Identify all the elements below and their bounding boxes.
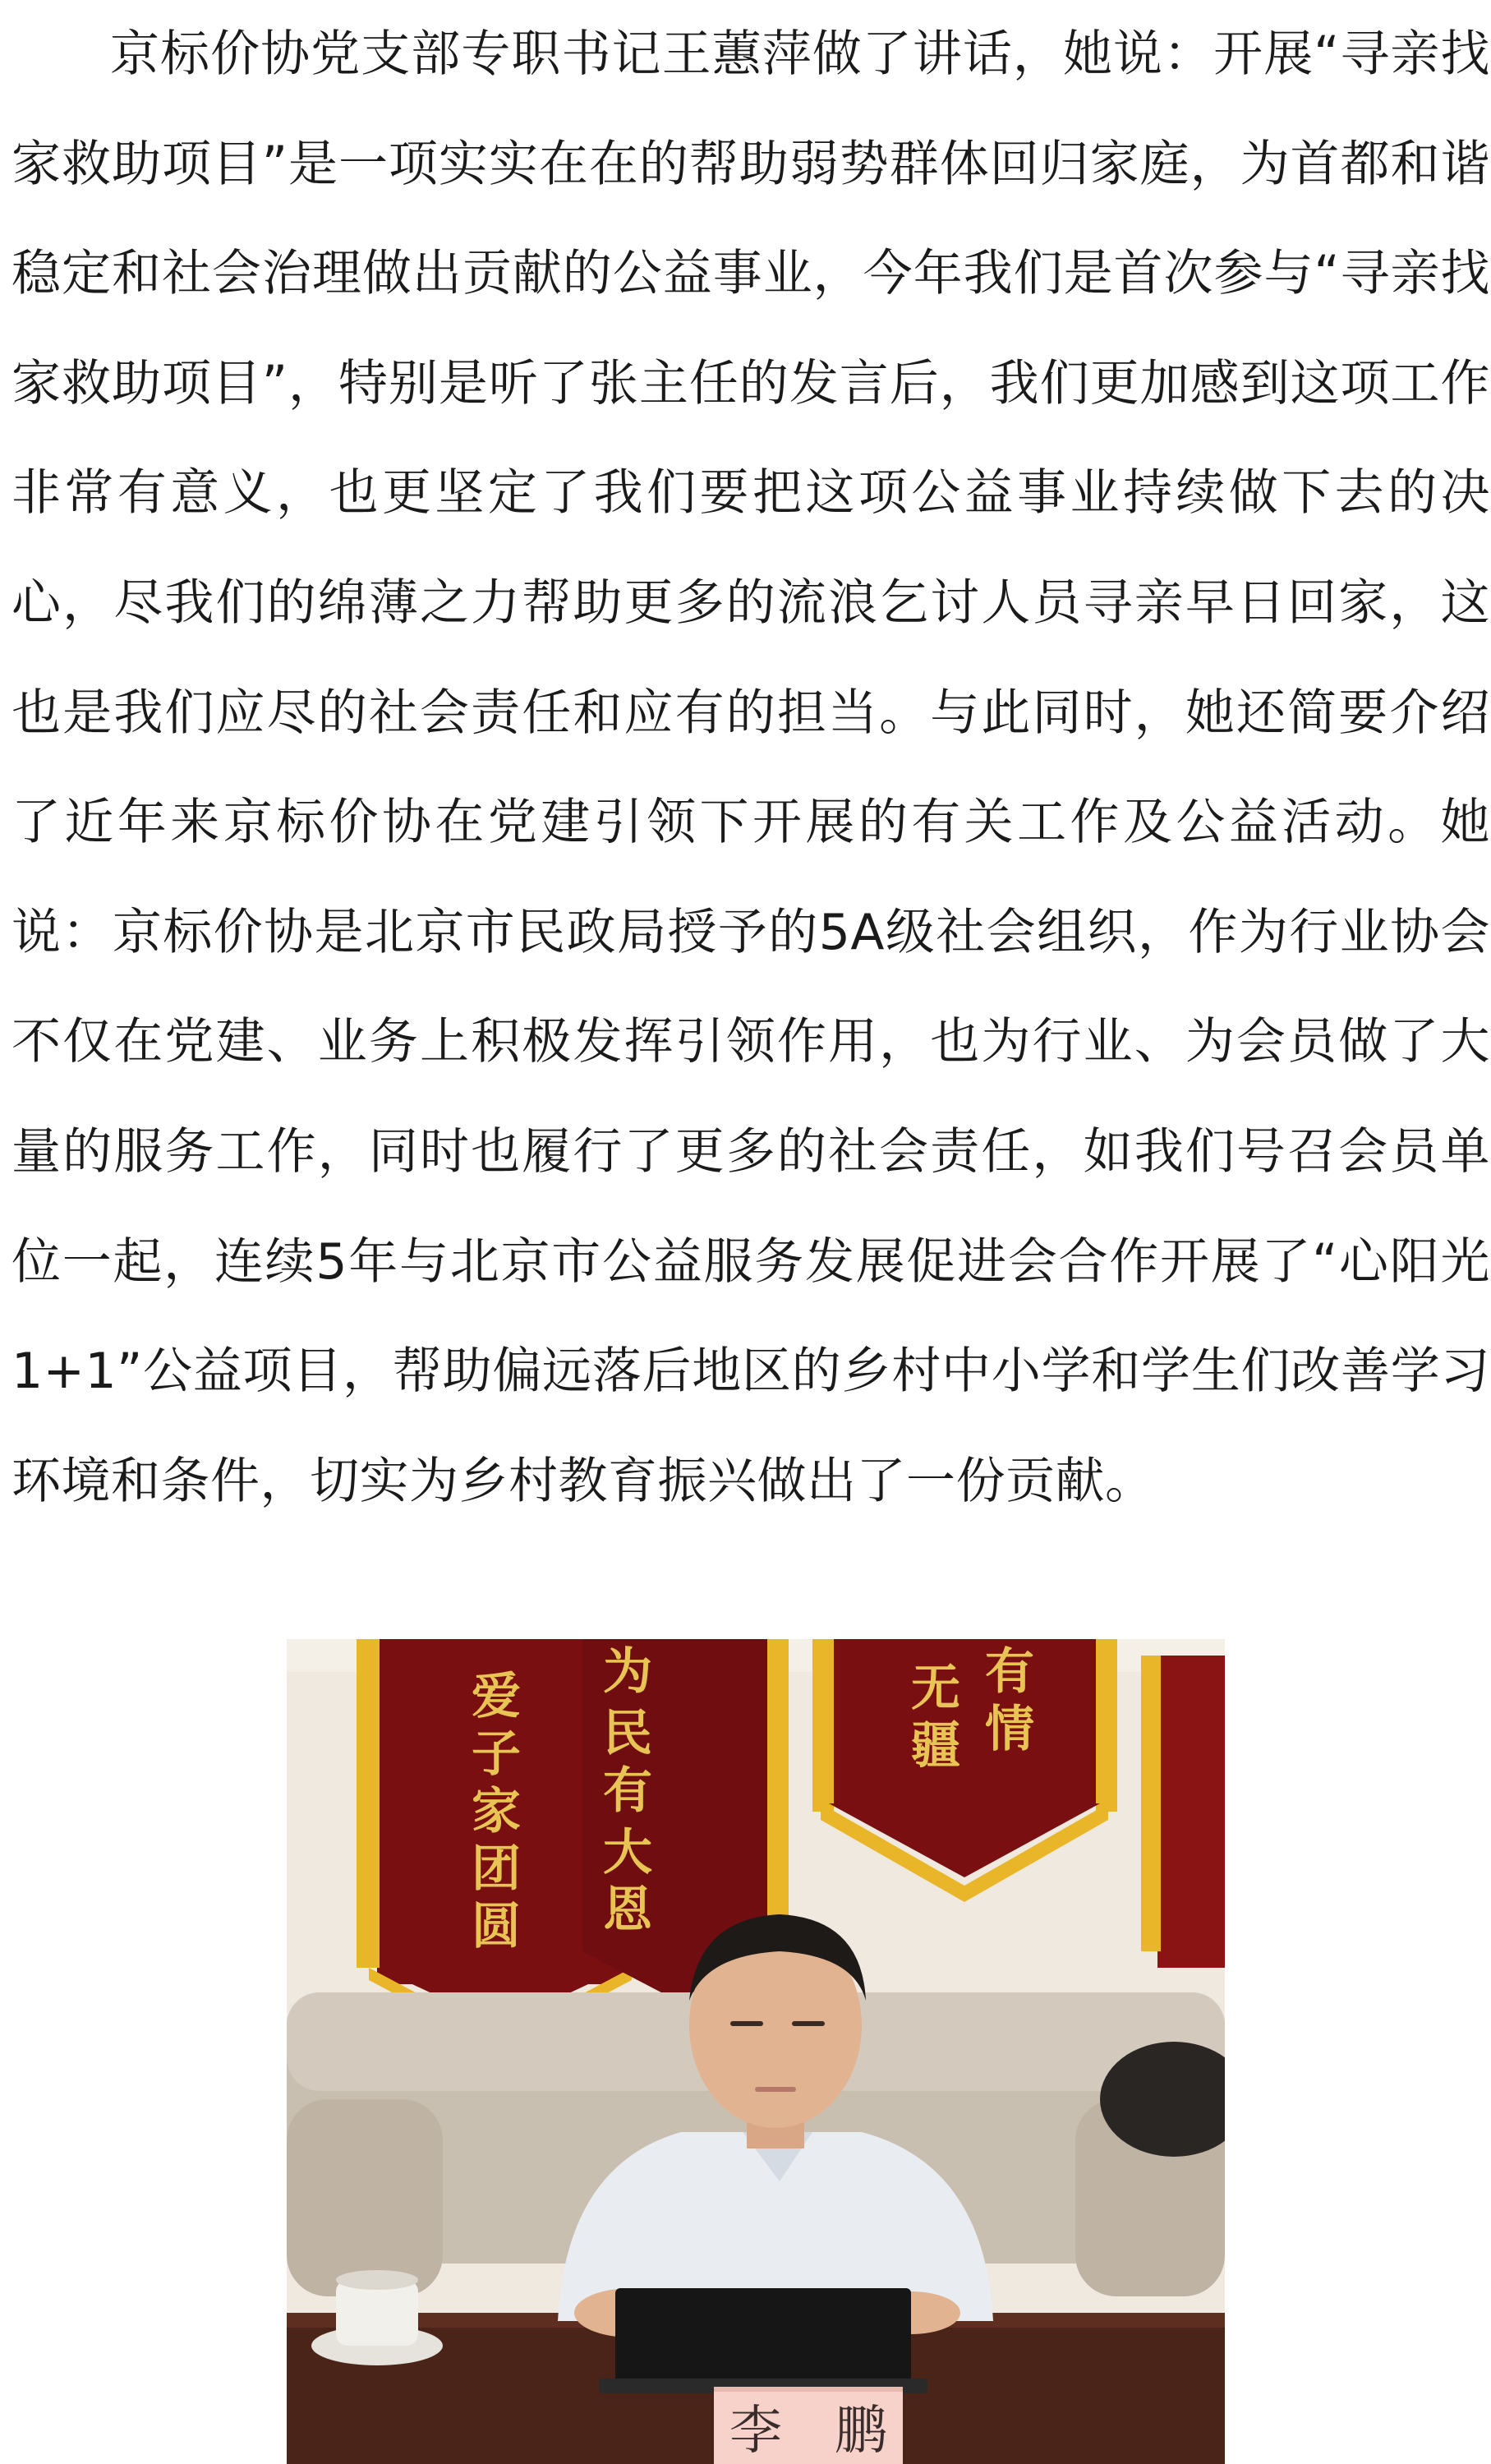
nameplate [714, 2387, 903, 2464]
laptop [599, 2288, 927, 2393]
banner-center-char: 为 [603, 1643, 652, 1701]
banner-center-char: 大 [603, 1824, 652, 1881]
banner-center-char: 民 [603, 1705, 652, 1762]
banner-center-char: 恩 [603, 1881, 652, 1939]
banner-left-char: 圆 [472, 1898, 521, 1955]
banner-left-char: 子 [472, 1725, 521, 1783]
meeting-photo [287, 1639, 1225, 2464]
banner-left-char: 家 [472, 1783, 521, 1840]
banner-right-char: 无 [911, 1660, 960, 1717]
nameplate-text: 李 鹏 [729, 2401, 887, 2462]
banner-left-char: 团 [472, 1840, 521, 1898]
banner-right-char: 疆 [911, 1717, 960, 1775]
banner-right-char: 情 [985, 1701, 1034, 1758]
banner-left-char: 爱 [472, 1668, 521, 1725]
banner-center-char: 有 [603, 1762, 652, 1820]
article-paragraph: 京标价协党支部专职书记王蕙萍做了讲话，她说：开展“寻亲找家救助项目”是一项实实在在的帮助弱势群体回归家庭，为首都和谐稳定和社会治理做出贡献的公益事业，今年我们是首次参与“寻亲找家救助项目”，特别是听了张主任的发言后，我们更加感到这项工作非常有意义，也更坚定了我们要把这项公益事业持续做下去的决心，尽我们的绵薄之力帮助更多的流浪乞讨人员寻亲早日回家，这也是我们应尽的社会责任和应有的担当。与此同时，她还简要介绍了近年来京标价协在党建引领下开展的有关工作及公益活动。她说：京标价协是北京市民政局授予的5A级社会组织，作为行业协会不仅在党建、业务上积极发挥引领作用，也为行业、为会员做了大量的服务工作，同时也履行了更多的社会责任，如我们号召会员单位一起，连续5年与北京市公益服务发展促进会合作开展了“心阳光1+1”公益项目，帮助偏远落后地区的乡村中小学和学生们改善学习环境和条件，切实为乡村教育振兴做出了一份贡献。 [12, 25, 1490, 1510]
banner-right-char: 有 [985, 1643, 1034, 1701]
